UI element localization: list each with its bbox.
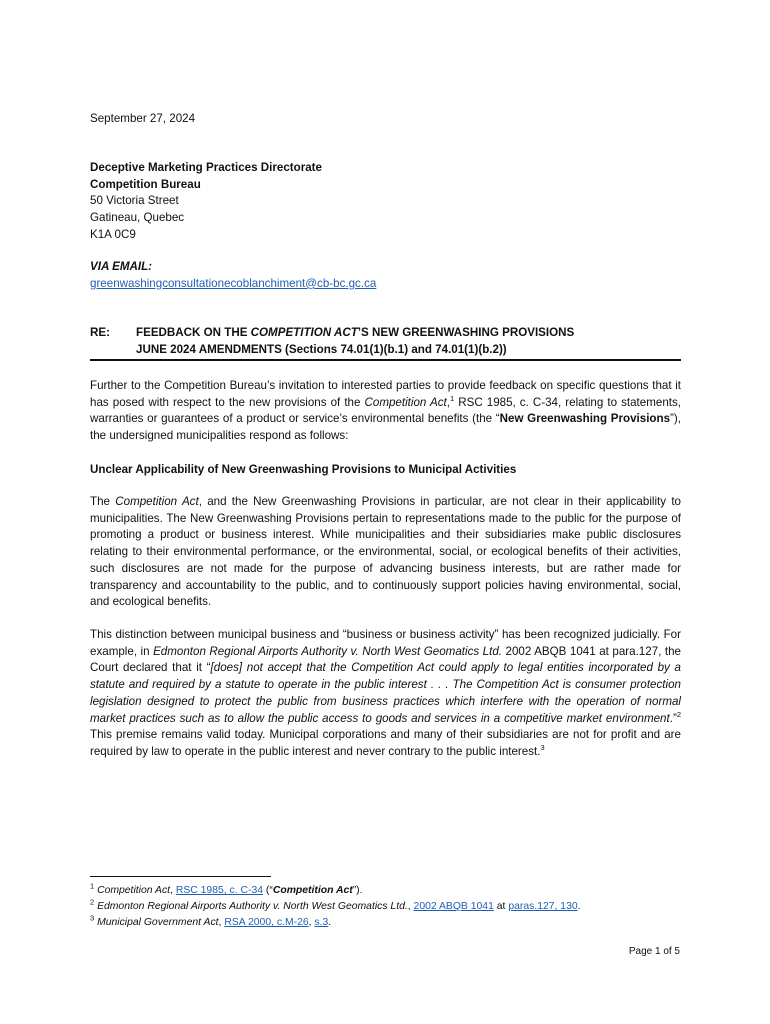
footnote-ref-2[interactable]: 2 bbox=[676, 709, 681, 719]
footnotes bbox=[90, 883, 581, 931]
recipient-city: Gatineau, Quebec bbox=[90, 211, 185, 225]
subject-divider bbox=[90, 359, 681, 361]
footnote-1-link[interactable]: RSC 1985, c. C-34 bbox=[175, 885, 264, 896]
recipient-email-link[interactable]: greenwashingconsultationecoblanchiment@cb-bc.gc.ca bbox=[90, 276, 377, 290]
recipient-street: 50 Victoria Street bbox=[90, 194, 179, 208]
recipient-postal-code: K1A 0C9 bbox=[90, 227, 136, 241]
footnote-1: $^1$ Competition Act, RSC 1985, c. C-34 (“Competition Act”). bbox=[90, 881, 363, 896]
footnote-3: $^3$ Municipal Government Act, RSA 2000, c.M-26, s.3. bbox=[90, 913, 332, 928]
re-subject bbox=[136, 325, 574, 358]
intro-paragraph: Further to the Competition Bureau’s invitation to interested parties to provide feedback on specific questions that it has posed with respect to the new provisions of the Competition Act,$^1$ RSC 1985, c. C-34, relating to statements, warranties or guarantees of a product or service’s environmental benefits (the “New Greenwashing Provisions”), the undersigned municipalities respond as follows: bbox=[90, 379, 682, 443]
delivery-method bbox=[90, 259, 376, 292]
via-email-label: VIA EMAIL: bbox=[90, 260, 153, 273]
footnote-2-link-paras[interactable]: paras.127, 130 bbox=[508, 901, 578, 912]
footnote-3-link-section[interactable]: s.3 bbox=[314, 917, 329, 928]
judicial-paragraph: This distinction between municipal business and “business or business activity” has been recognized judicially. For example, in Edmonton Regional Airports Authority v. North West Geomatics Ltd. 2002 ABQB 1041 at para.127, the Court declared that it “[does] not accept that the Competition Act could apply to legal entities incorporated by a statute and required by a statute to operate in the public interest . . . The Competition Act is consumer protection legislation designed to protect the public from business practices which interfere with the operation of normal market practices such as to allow the public access to goods and services in a competitive market environment.”$^2$ This premise remains valid today. Municipal corporations and many of their subsidiaries are not for profit and are required by law to operate in the public interest and never contrary to the public interest.$^3$ bbox=[90, 628, 681, 758]
footnote-ref-1[interactable]: 1 bbox=[449, 393, 455, 403]
page-number: Page 1 of 5 bbox=[628, 946, 680, 957]
recipient-bureau: Competition Bureau bbox=[90, 177, 201, 191]
re-subject-line2: JUNE 2024 AMENDMENTS (Sections 74.01(1)(b.1) and 74.01(1)(b.2)) bbox=[136, 342, 507, 356]
footnote-divider bbox=[90, 876, 271, 877]
footnote-2-link-citation[interactable]: 2002 ABQB 1041 bbox=[413, 901, 494, 912]
re-subject-line1: FEEDBACK ON THE COMPETITION ACT’S NEW GREENWASHING PROVISIONS bbox=[136, 326, 575, 339]
footnote-2: $^2$ Edmonton Regional Airports Authority v. North West Geomatics Ltd., 2002 ABQB 1041 at paras.127, 130. bbox=[90, 897, 581, 912]
applicability-paragraph: The Competition Act, and the New Greenwashing Provisions in particular, are not clear in their applicability to municipalities. The New Greenwashing Provisions pertain to representations made to the public for the purpose of promoting a product or business interest. While municipalities and their subsidiaries make public disclosures relating to their environmental performance, or the environmental, social, or ecological benefits of their activities, such disclosures are not made for the purpose of advancing business interests, but are rather made for transparency and accountability to the public, and to continuously support policies having environmental, social, and ecological benefits. bbox=[90, 495, 681, 609]
footnote-3-link-statute[interactable]: RSA 2000, c.M-26 bbox=[224, 917, 309, 928]
letter-date: September 27, 2024 bbox=[90, 112, 196, 125]
footnote-ref-3[interactable]: 3 bbox=[540, 743, 545, 753]
re-label: RE: bbox=[90, 326, 110, 339]
recipient-address bbox=[90, 160, 322, 244]
recipient-directorate: Deceptive Marketing Practices Directorate bbox=[90, 161, 322, 174]
section-heading: Unclear Applicability of New Greenwashing Provisions to Municipal Activities bbox=[90, 463, 517, 476]
